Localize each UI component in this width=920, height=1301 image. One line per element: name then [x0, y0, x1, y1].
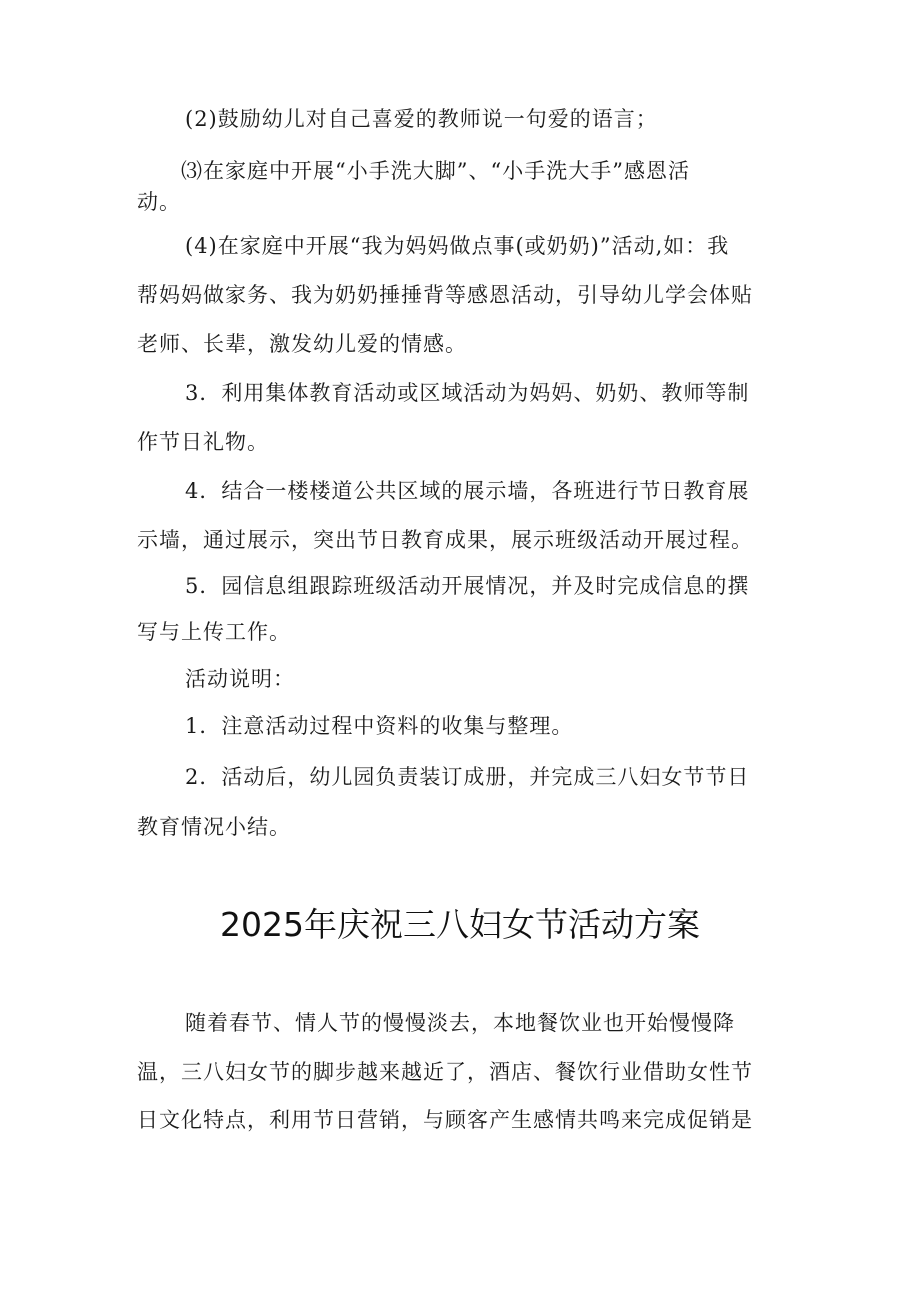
paragraph-line: 活动说明： [185, 667, 295, 691]
paragraph-line: 4．结合一楼楼道公共区域的展示墙，各班进行节日教育展 [185, 479, 750, 503]
paragraph-line: 随着春节、情人节的慢慢淡去，本地餐饮业也开始慢慢降 [185, 1011, 735, 1035]
paragraph-line: 5．园信息组跟踪班级活动开展情况，并及时完成信息的撰 [185, 574, 750, 598]
paragraph-line: 作节日礼物。 [137, 430, 269, 454]
paragraph-line: 2．活动后，幼儿园负责装订成册，并完成三八妇女节节日 [185, 765, 750, 789]
paragraph-line: 3．利用集体教育活动或区域活动为妈妈、奶奶、教师等制 [185, 381, 750, 405]
paragraph-line: 写与上传工作。 [137, 620, 291, 644]
paragraph-line: 示墙，通过展示，突出节日教育成果，展示班级活动开展过程。 [137, 528, 753, 552]
paragraph-line: (4)在家庭中开展“我为妈妈做点事(或奶奶)”活动,如：我 [185, 234, 730, 258]
paragraph-line: 帮妈妈做家务、我为奶奶捶捶背等感恩活动，引导幼儿学会体贴 [137, 283, 753, 307]
paragraph-line: ⑶在家庭中开展“小手洗大脚”、“小手洗大手”感恩活 [181, 159, 690, 183]
paragraph-line: 1．注意活动过程中资料的收集与整理。 [185, 714, 574, 738]
paragraph-line: 动。 [137, 190, 181, 214]
paragraph-line: 日文化特点，利用节日营销，与顾客产生感情共鸣来完成促销是 [137, 1108, 753, 1132]
paragraph-line: (2)鼓励幼儿对自己喜爱的教师说一句爱的语言； [185, 107, 658, 131]
paragraph-line: 老师、长辈，激发幼儿爱的情感。 [137, 332, 467, 356]
paragraph-line: 温，三八妇女节的脚步越来越近了，酒店、餐饮行业借助女性节 [137, 1060, 753, 1084]
paragraph-line: 教育情况小结。 [137, 815, 291, 839]
document-heading: 2025年庆祝三八妇女节活动方案 [220, 905, 700, 944]
